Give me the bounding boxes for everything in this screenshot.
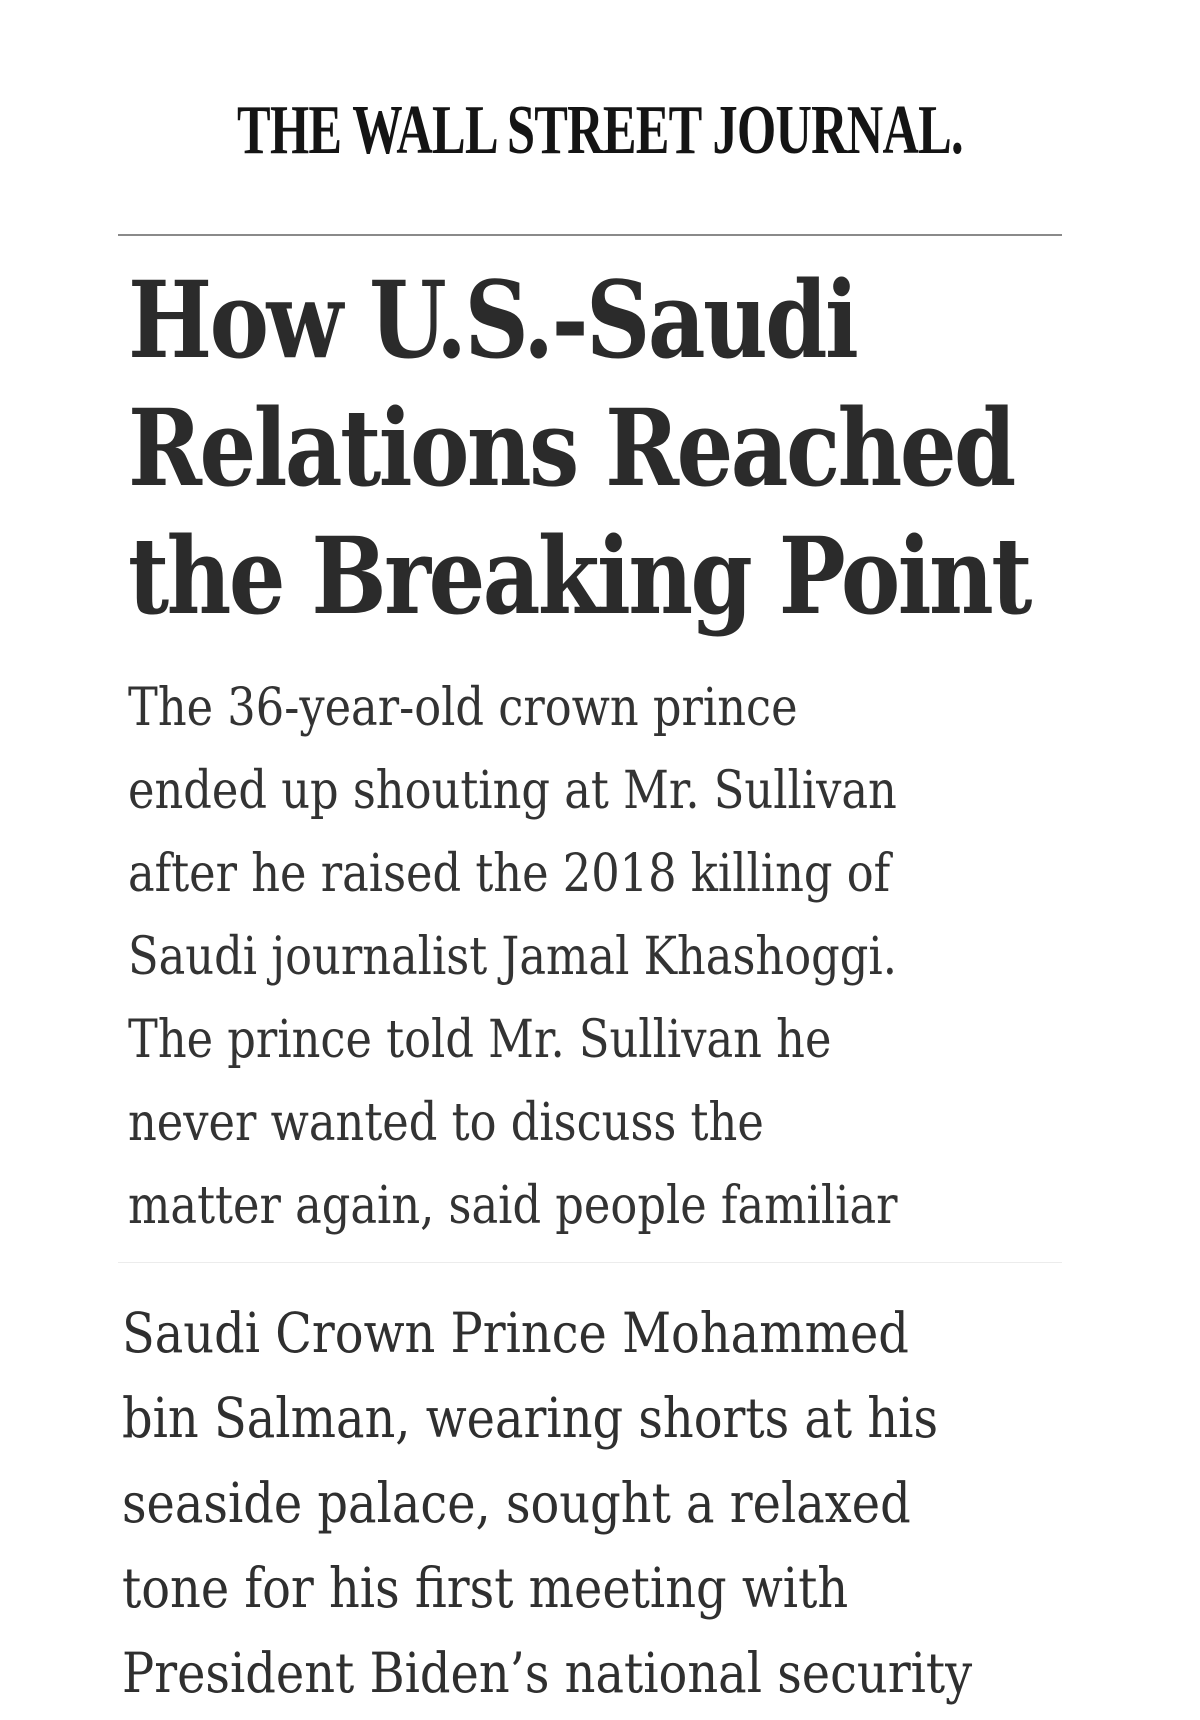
dek-line: never wanted to discuss the — [128, 1093, 764, 1153]
dek-line: ended up shouting at Mr. Sullivan — [128, 761, 897, 821]
masthead-divider — [118, 234, 1062, 236]
section-divider — [118, 1262, 1062, 1263]
masthead-logo: THE WALL STREET JOURNAL. — [237, 92, 963, 169]
article-dek — [128, 667, 954, 1248]
body-line: Saudi Crown Prince Mohammed — [122, 1301, 909, 1365]
headline-line: Relations Reached — [128, 385, 1014, 510]
dek-line: after he raised the 2018 killing of — [128, 844, 891, 904]
body-line: bin Salman, wearing shorts at his — [122, 1386, 939, 1450]
article-headline — [128, 256, 1030, 640]
dek-line: The prince told Mr. Sullivan he — [128, 1010, 832, 1070]
article-body — [122, 1291, 973, 1716]
body-line: President Biden’s national security — [122, 1641, 973, 1705]
dek-line: matter again, said people familiar — [128, 1176, 898, 1236]
body-line: seaside palace, sought a relaxed — [122, 1471, 911, 1535]
body-line: tone for his first meeting with — [122, 1556, 849, 1620]
headline-line: How U.S.-Saudi — [128, 257, 857, 382]
dek-line: The 36-year-old crown prince — [128, 678, 798, 738]
headline-line: the Breaking Point — [128, 513, 1030, 638]
dek-line: Saudi journalist Jamal Khashoggi. — [128, 927, 897, 987]
